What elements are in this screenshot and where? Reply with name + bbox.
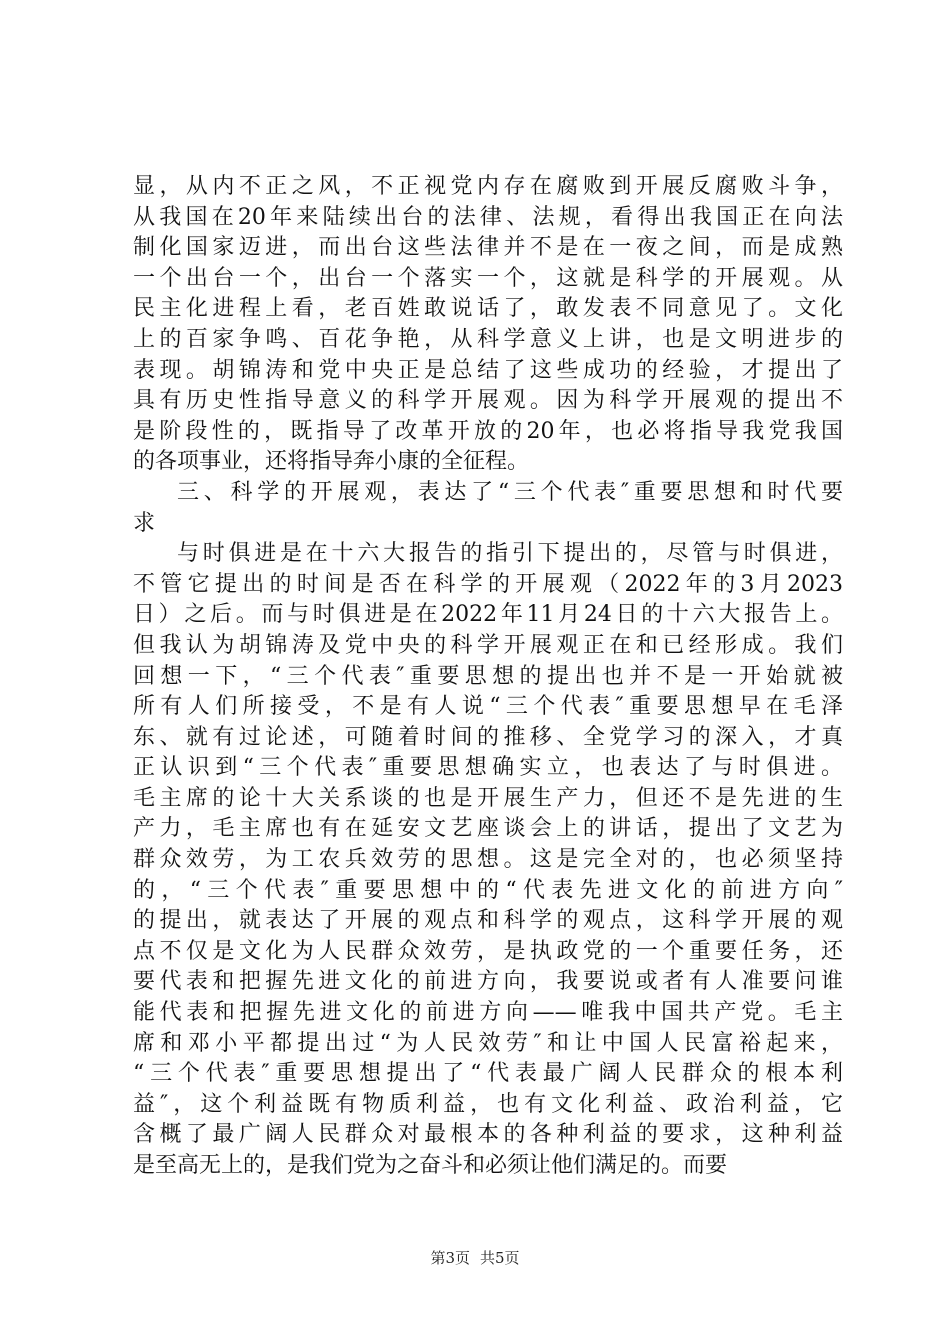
text-line: 产力，毛主席也有在延安文艺座谈会上的讲话，提出了文艺为 [133, 816, 843, 842]
text-line: 毛主席的论十大关系谈的也是开展生产力，但还不是先进的生 [133, 785, 843, 811]
text-line: 东、就有过论述，可随着时间的推移、全党学习的深入，才真 [133, 724, 843, 750]
page-total: 共5页 [480, 1249, 520, 1267]
text-line: 的提出，就表达了开展的观点和科学的观点，这科学开展的观 [133, 908, 843, 934]
text-line: 表现。胡锦涛和党中央正是总结了这些成功的经验，才提出了 [133, 357, 843, 383]
text-line: 益″，这个利益既有物质利益，也有文化利益、政治利益，它 [133, 1091, 843, 1117]
text-line: 能代表和把握先进文化的前进方向——唯我中国共产党。毛主 [133, 1000, 843, 1026]
text-line: 显，从内不正之风，不正视党内存在腐败到开展反腐败斗争， [133, 174, 843, 199]
text-line: 与时俱进是在十六大报告的指引下提出的，尽管与时俱进， [177, 541, 843, 567]
text-line: 的，“三个代表″重要思想中的“代表先进文化的前进方向″ [133, 877, 843, 903]
page-number: 第3页 [430, 1249, 470, 1267]
text-line: 席和邓小平都提出过“为人民效劳″和让中国人民富裕起来， [133, 1030, 843, 1056]
text-line: “三个代表″重要思想提出了“代表最广阔人民群众的根本利 [133, 1061, 843, 1087]
paragraph [133, 172, 843, 478]
text-line: 是阶段性的，既指导了改革开放的20年，也必将指导我党我国 [133, 418, 843, 444]
text-line: 求 [133, 510, 156, 536]
text-line: 所有人们所接受，不是有人说“三个代表″重要思想早在毛泽 [133, 694, 843, 720]
page-footer [0, 1247, 950, 1268]
text-line: 含概了最广阔人民群众对最根本的各种利益的要求，这种利益 [133, 1122, 843, 1148]
text-line: 日）之后。而与时俱进是在2022年11月24日的十六大报告上。 [133, 602, 843, 628]
text-line: 上的百家争鸣、百花争艳，从科学意义上讲，也是文明进步的 [133, 326, 843, 352]
text-line: 群众效劳，为工农兵效劳的思想。这是完全对的，也必须坚持 [133, 847, 843, 873]
text-line: 一个出台一个，出台一个落实一个，这就是科学的开展观。从 [133, 265, 843, 291]
text-line: 正认识到“三个代表″重要思想确实立，也表达了与时俱进。 [133, 755, 843, 781]
text-line: 制化国家迈进，而出台这些法律并不是在一夜之间，而是成熟 [133, 235, 843, 261]
text-line: 点不仅是文化为人民群众效劳，是执政党的一个重要任务，还 [133, 938, 843, 964]
text-line: 三、科学的开展观，表达了“三个代表″重要思想和时代要 [177, 479, 843, 505]
text-line: 从我国在20年来陆续出台的法律、法规，看得出我国正在向法 [133, 204, 843, 230]
text-line: 具有历史性指导意义的科学开展观。因为科学开展观的提出不 [133, 388, 843, 414]
text-line: 回想一下，“三个代表″重要思想的提出也并不是一开始就被 [133, 663, 843, 689]
paragraph [133, 539, 843, 1181]
text-line: 是至高无上的，是我们党为之奋斗和必须让他们满足的。而要 [133, 1153, 728, 1178]
text-line: 要代表和把握先进文化的前进方向，我要说或者有人准要问谁 [133, 969, 843, 995]
text-line: 民主化进程上看，老百姓敢说话了，敢发表不同意见了。文化 [133, 296, 843, 322]
text-line: 的各项事业，还将指导奔小康的全征程。 [133, 449, 530, 475]
section-heading [133, 478, 843, 539]
document-body [133, 172, 843, 1182]
text-line: 不管它提出的时间是否在科学的开展观（2022年的3月2023 [133, 571, 843, 597]
text-line: 但我认为胡锦涛及党中央的科学开展观正在和已经形成。我们 [133, 632, 843, 658]
